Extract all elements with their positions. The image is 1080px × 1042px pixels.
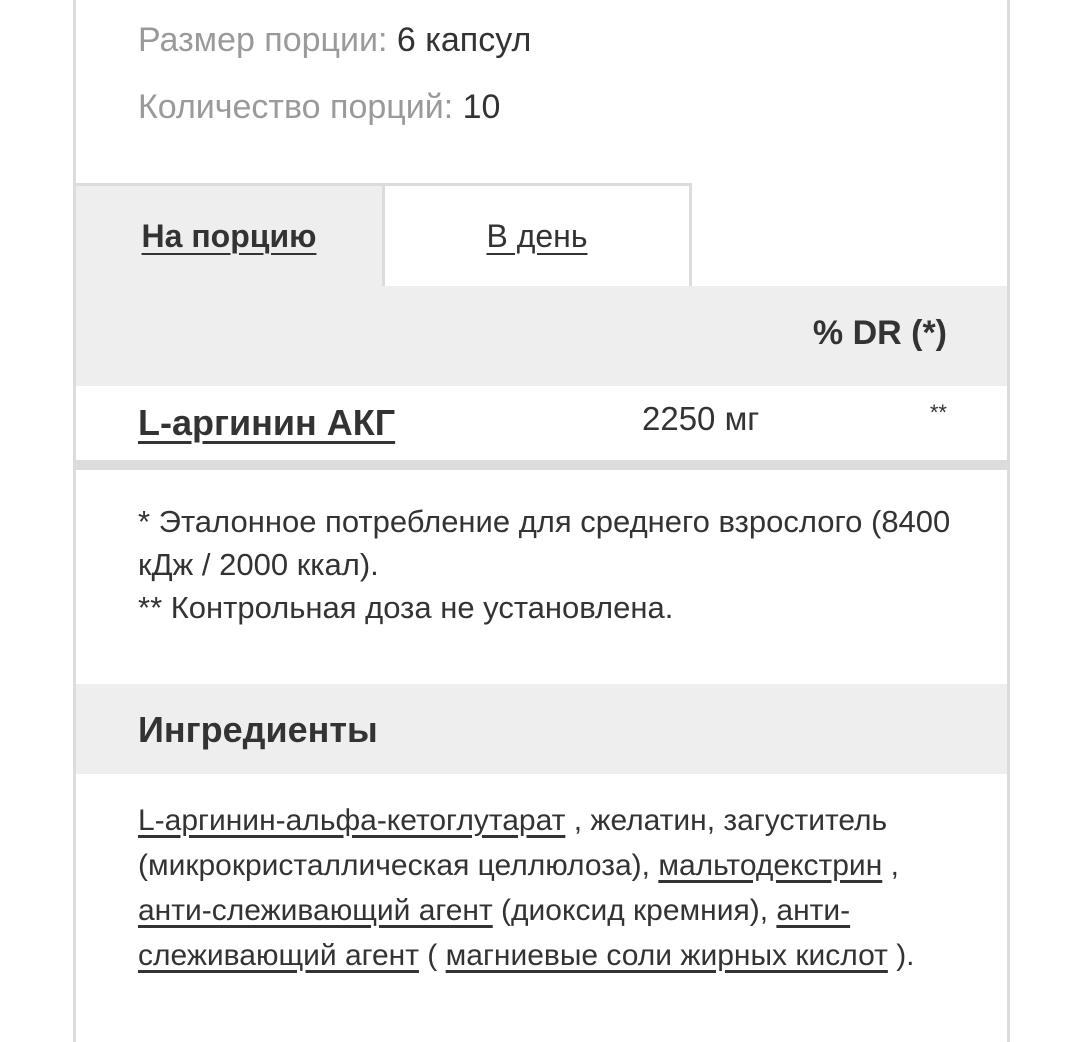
ingredients-title: Ингредиенты (138, 709, 378, 750)
ingredient-link-magnesium-salts[interactable]: магниевые соли жирных кислот (445, 939, 888, 972)
ingredient-link-anticaking-agent[interactable]: анти-слеживающий агент (138, 894, 493, 927)
ingredient-text: (диоксид кремния), (492, 894, 777, 927)
serving-size-line (138, 20, 531, 60)
ingredient-text: , желатин, загуститель (микрокристаллическая целлюлоза), (138, 804, 888, 882)
servings-count-value: 10 (462, 88, 501, 126)
ingredient-text: ). (887, 939, 915, 972)
table-header (76, 286, 1007, 386)
ingredients-header (76, 684, 1007, 774)
table-row (76, 386, 1007, 460)
ingredient-link-maltodextrin[interactable]: мальтодекстрин (658, 849, 883, 882)
ingredient-text: , (882, 849, 899, 882)
table-divider (76, 460, 1007, 470)
ingredient-link-anticaking-agent-2[interactable]: анти-слеживающий агент (138, 894, 851, 972)
nutrition-panel (73, 0, 1010, 1042)
tab-per-serving[interactable]: На порцию (76, 183, 382, 286)
servings-count-label: Количество порций: (138, 88, 454, 126)
ingredients-text (138, 798, 958, 978)
footnote-reference-intake: * Эталонное потребление для среднего взрослого (8400 кДж / 2000 ккал). (138, 504, 951, 582)
ingredient-amount: 2250 мг (642, 400, 760, 437)
servings-count-line (138, 87, 500, 127)
dr-column-header: % DR (*) (812, 314, 947, 352)
ingredient-name-link[interactable]: L-аргинин АКГ (138, 402, 396, 443)
serving-size-value: 6 капсул (396, 21, 532, 59)
ingredient-link-arginine-akg[interactable]: L-аргинин-альфа-кетоглутарат (138, 804, 566, 837)
ingredient-text: ( (418, 939, 446, 972)
serving-size-label: Размер порции: (138, 21, 388, 59)
footnote-no-dose: ** Контрольная доза не установлена. (138, 590, 674, 625)
footnotes (138, 500, 958, 629)
tab-per-day[interactable]: В день (382, 183, 692, 286)
ingredient-dr-value: ** (929, 400, 947, 425)
